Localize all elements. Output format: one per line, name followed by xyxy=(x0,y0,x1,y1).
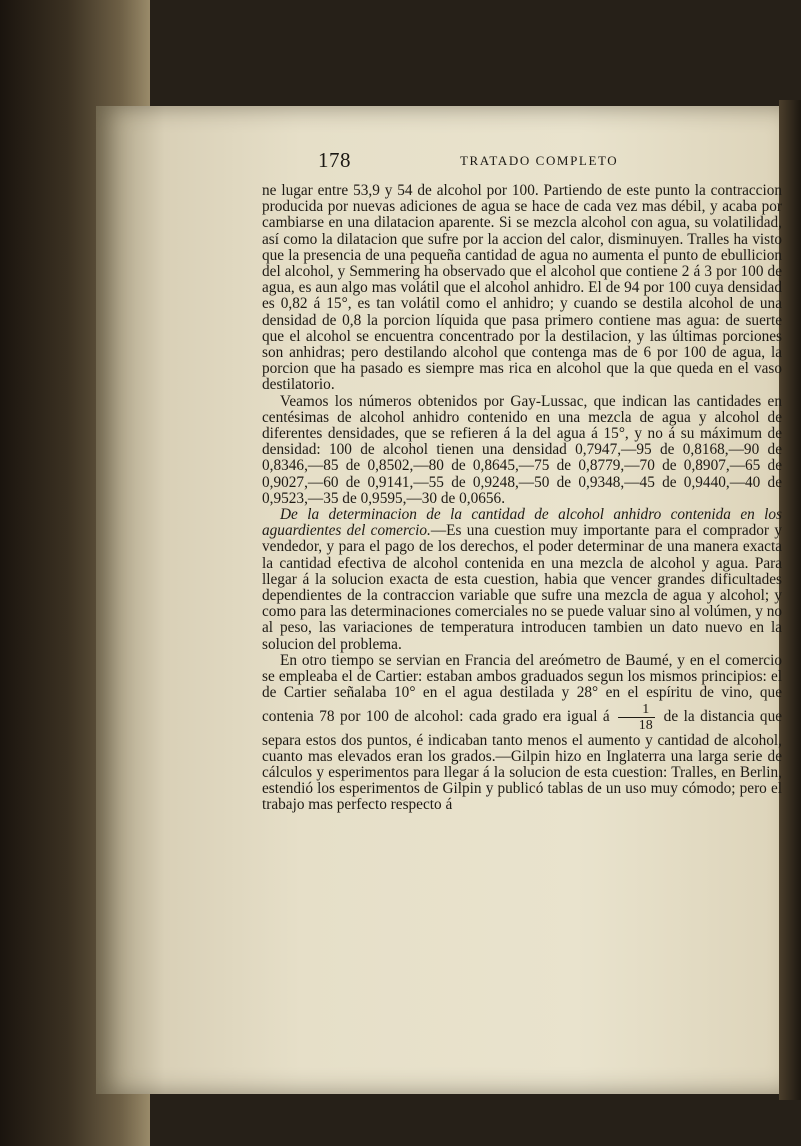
fraction-denominator: 18 xyxy=(638,717,653,733)
running-head: TRATADO COMPLETO xyxy=(460,153,619,168)
section-heading-italic: De la determinacion de la cantidad de alcohol anhidro contenida en los aguardientes del comercio. xyxy=(262,506,782,540)
paragraph-areometers-text-b: de la distancia que separa estos dos puntos, é indicaban tanto menos el aumento y cantidad de alcohol, cuanto mas elevados eran los grados.—Gilpin hizo en Inglaterra una larga serie de cálculos y esperimentos para llegar á la solucion de esta cuestion: Tralles, en Berlin, estendió los esperimentos de Gilpin y publicó tablas de un uso muy cómodo; pero el trabajo mas perfecto respecto á xyxy=(262,707,783,814)
page-header xyxy=(318,148,698,174)
paragraph-determination xyxy=(262,507,782,653)
paragraph-contraction: ne lugar entre 53,9 y 54 de alcohol por 100. Partiendo de este punto la contraccion producida por nuevas adiciones de agua se hace de cada vez mas débil, y acaba por cambiarse en una dilatacion aparente. Si se mezcla alcohol con agua, su volatilidad, así como la dilatacion que sufre por la accion del calor, disminuyen. Tralles ha visto que la presencia de una pequeña cantidad de agua no aumenta el punto de ebullicion del alcohol, y Semmering ha observado que el alcohol que contiene 2 á 3 por 100 de agua, es aun algo mas volátil que el alcohol anhidro. El de 94 por 100 cuya densidad es 0,82 á 15°, es tan volátil como el anhidro; y cuando se destila alcohol de una densidad de 0,8 la porcion líquida que pasa primero contiene mas agua: de suerte que el alcohol se encuentra concentrado por la destilacion, y las últimas porciones son anhidras; pero destilando alcohol que contenga mas de 6 por 100 de agua, la porcion que ha pasado es siempre mas rica en alcohol que la que queda en el vaso destilatorio. xyxy=(262,182,782,394)
page-number: 178 xyxy=(318,148,351,172)
fraction-one-eighteenth xyxy=(618,702,655,733)
paragraph-areometers xyxy=(262,653,782,814)
book-page-edge xyxy=(779,100,801,1100)
paragraph-determination-text: —Es una cuestion muy importante para el comprador y vendedor, y para el pago de los derechos, el poder determinar de una manera exacta la cantidad efectiva de alcohol contenida en una mezcla de alcohol y agua. Para llegar á la solucion exacta de esta cuestion, habia que vencer grandes dificultades dependientes de la contraccion variable que sufre una mezcla de agua y alcohol; y como para las determinaciones comerciales no se puede valuar sino al volúmen, y no al peso, las variaciones de temperatura introducen tambien un dato nuevo en la solucion del problema. xyxy=(262,522,782,653)
page-body-text xyxy=(262,183,782,814)
paragraph-areometers-text-a: En otro tiempo se servian en Francia del areómetro de Baumé, y en el comercio se empleaba el de Cartier: estaban ambos graduados segun los mismos principios: el de Cartier señalaba 10° en el agua destilada y 28° en el espíritu de vino, que contenia 78 por 100 de alcohol: cada grado era igual á xyxy=(262,651,782,725)
fraction-numerator: 1 xyxy=(618,702,655,718)
paragraph-gay-lussac: Veamos los números obtenidos por Gay-Lussac, que indican las cantidades en centésimas de alcohol anhidro contenido en una mezcla de agua y alcohol de diferentes densidades, que se refieren á la del agua á 15°, y no á su máximum de densidad: 100 de alcohol tienen una densidad 0,7947,—95 de 0,8168,—90 de 0,8346,—85 de 0,8502,—80 de 0,8645,—75 de 0,8779,—70 de 0,8907,—65 de 0,9027,—60 de 0,9141,—55 de 0,9248,—50 de 0,9348,—45 de 0,9440,—40 de 0,9523,—35 de 0,9595,—30 de 0,0656. xyxy=(262,392,782,507)
